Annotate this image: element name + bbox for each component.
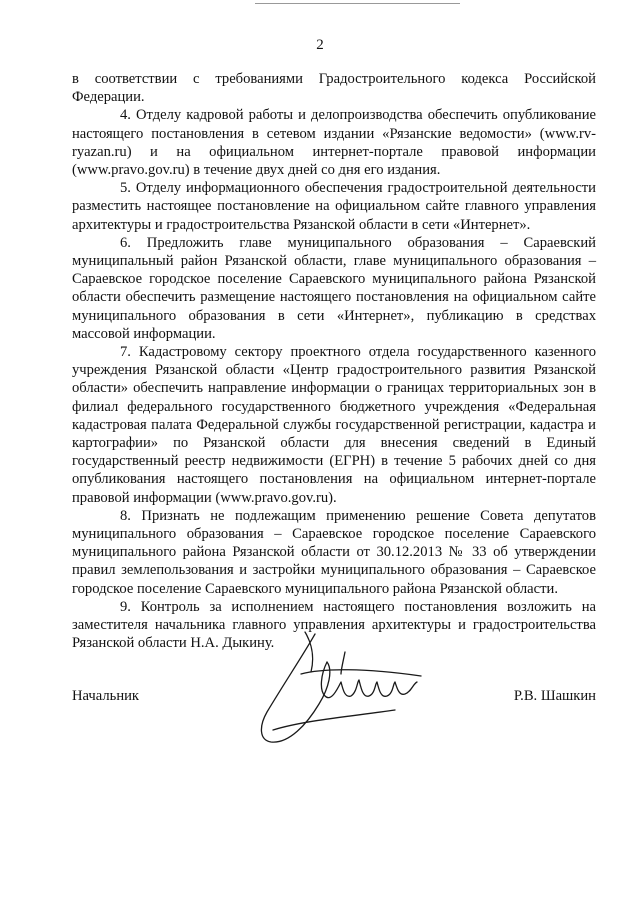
paragraph-item-5: 5. Отделу информационного обеспечения градостроительной деятельности разместить настоящее постановление на официальном сайте главного управления архитектуры и градостроительства Рязанской области в сети «Интернет». [72,180,596,233]
paragraph-item-7: 7. Кадастровому сектору проектного отдела государственного казенного учреждения Рязанской области «Центр градостроительного развития Рязанской области» обеспечить направление информации о границах территориальных зон в филиал федерального государственного бюджетного учреждения «Федеральная кадастровая палата Федеральной службы государственной регистрации, кадастра и картографии» по Рязанской области для внесения сведений в Единый государственный реестр недвижимости (ЕГРН) в течение 5 рабочих дней со дня опубликования настоящего постановления на официальном интернет-портале правовой информации (www.pravo.gov.ru). [72,344,596,506]
paragraph-item-6: 6. Предложить главе муниципального образования – Сараевский муниципальный район Рязанской области, главе муниципального образования – Сараевское городское поселение Сараевского муниципального района Рязанской области обеспечить размещение настоящего постановления на официальном сайте муниципального образования в сети «Интернет», публикацию в средствах массовой информации. [72,234,596,342]
signatory-title: Начальник [72,688,140,704]
paragraph-item-4: 4. Отделу кадровой работы и делопроизводства обеспечить опубликование настоящего постановления в сетевом издании «Рязанские ведомости» (www.rv-ryazan.ru) и на официальном интернет-портале правовой информации (www.pravo.gov.ru) в течение двух дней со дня его издания. [72,107,596,179]
paragraph-continuation: в соответствии с требованиями Градостроительного кодекса Российской Федерации. [72,71,596,106]
scan-top-rule [255,3,460,4]
handwritten-signature-icon [245,612,435,752]
document-body [72,70,596,653]
paragraph-item-9: 9. Контроль за исполнением настоящего постановления возложить на заместителя начальника главного управления архитектуры и градостроительства Рязанской области Н.А. Дыкину. [72,598,596,652]
paragraph-item-8: 8. Признать не подлежащим применению решение Совета депутатов муниципального образования – Сараевское городское поселение Сараевского муниципального района Рязанской области от 30.12.2013 № 33 об утверждении правил землепользования и застройки муниципального образования – Сараевское городское поселение Сараевского муниципального района Рязанской области. [72,507,596,597]
page-number: 2 [316,37,324,53]
signatory-name: Р.В. Шашкин [513,688,596,704]
